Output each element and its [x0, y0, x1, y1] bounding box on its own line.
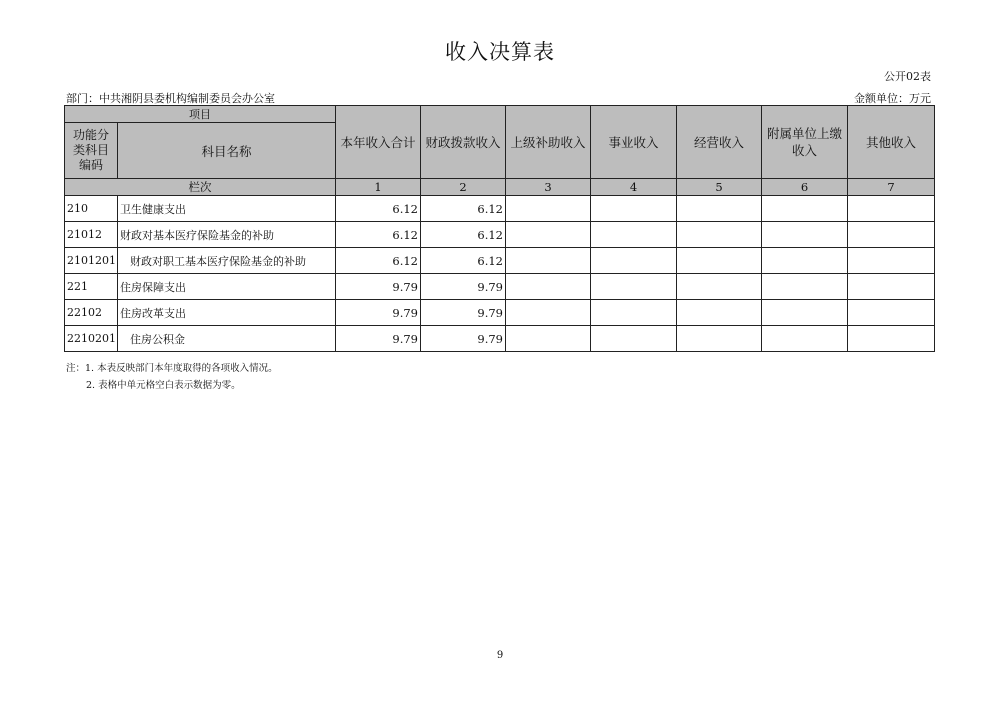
row-value: 6.12: [336, 196, 421, 222]
header-col-4: 事业收入: [591, 106, 677, 179]
row-code: 210: [65, 196, 118, 222]
row-value: [506, 300, 591, 326]
table-row: [65, 300, 935, 326]
row-value: [506, 196, 591, 222]
row-value: [677, 274, 762, 300]
table-row: [65, 326, 935, 352]
column-number: 5: [677, 179, 762, 196]
row-value: 9.79: [336, 300, 421, 326]
header-row-label: 栏次: [65, 179, 336, 196]
row-code: 221: [65, 274, 118, 300]
table-row: [65, 274, 935, 300]
row-value: [591, 300, 677, 326]
row-code: 21012: [65, 222, 118, 248]
row-code: 2101201: [65, 248, 118, 274]
column-number: 7: [848, 179, 935, 196]
footnotes: [66, 360, 278, 394]
table-row: [65, 222, 935, 248]
row-name: 财政对基本医疗保险基金的补助: [118, 222, 336, 248]
row-value: [848, 196, 935, 222]
row-value: [762, 326, 848, 352]
row-code: 22102: [65, 300, 118, 326]
footnote-1: 注：1. 本表反映部门本年度取得的各项收入情况。: [66, 363, 278, 374]
row-name: 住房公积金: [118, 326, 336, 352]
row-value: [848, 300, 935, 326]
footnote-2: 2. 表格中单元格空白表示数据为零。: [86, 380, 241, 391]
table-row: [65, 196, 935, 222]
row-value: [677, 222, 762, 248]
header-col-5: 经营收入: [677, 106, 762, 179]
row-value: [762, 300, 848, 326]
row-value: 6.12: [336, 248, 421, 274]
row-value: [591, 248, 677, 274]
row-value: [591, 326, 677, 352]
amount-unit-label: 金额单位：万元: [854, 92, 931, 105]
row-value: 9.79: [336, 326, 421, 352]
row-value: 6.12: [421, 222, 506, 248]
row-name: 卫生健康支出: [118, 196, 336, 222]
row-value: 9.79: [421, 274, 506, 300]
header-func-code: 功能分类科目编码: [65, 123, 118, 179]
row-value: 9.79: [421, 326, 506, 352]
header-col-1: 本年收入合计: [336, 106, 421, 179]
header-item: 项目: [65, 106, 336, 123]
column-number: 4: [591, 179, 677, 196]
row-value: 9.79: [336, 274, 421, 300]
form-number: 公开02表: [884, 70, 931, 83]
row-value: 6.12: [336, 222, 421, 248]
row-value: [591, 222, 677, 248]
row-code: 2210201: [65, 326, 118, 352]
row-name: 财政对职工基本医疗保险基金的补助: [118, 248, 336, 274]
row-value: [506, 222, 591, 248]
row-value: [677, 248, 762, 274]
row-value: [762, 222, 848, 248]
header-col-6: 附属单位上缴收入: [762, 106, 848, 179]
page-title: 收入决算表: [445, 40, 555, 64]
department-label: 部门：中共湘阴县委机构编制委员会办公室: [66, 92, 275, 105]
header-col-2: 财政拨款收入: [421, 106, 506, 179]
row-value: [591, 196, 677, 222]
row-value: 6.12: [421, 196, 506, 222]
row-value: [677, 300, 762, 326]
row-value: [762, 248, 848, 274]
row-value: 6.12: [421, 248, 506, 274]
column-number: 2: [421, 179, 506, 196]
row-value: [591, 274, 677, 300]
row-value: [848, 274, 935, 300]
column-number: 3: [506, 179, 591, 196]
income-table: [64, 105, 935, 352]
column-number: 6: [762, 179, 848, 196]
header-col-3: 上级补助收入: [506, 106, 591, 179]
row-value: [848, 222, 935, 248]
table-row: [65, 248, 935, 274]
row-name: 住房改革支出: [118, 300, 336, 326]
row-value: [506, 248, 591, 274]
row-value: 9.79: [421, 300, 506, 326]
column-number: 1: [336, 179, 421, 196]
row-value: [762, 274, 848, 300]
row-value: [506, 326, 591, 352]
row-value: [848, 248, 935, 274]
row-value: [848, 326, 935, 352]
row-value: [677, 326, 762, 352]
header-col-7: 其他收入: [848, 106, 935, 179]
page-number: 9: [496, 650, 504, 661]
row-value: [762, 196, 848, 222]
row-value: [677, 196, 762, 222]
header-subject-name: 科目名称: [118, 123, 336, 179]
row-value: [506, 274, 591, 300]
row-name: 住房保障支出: [118, 274, 336, 300]
